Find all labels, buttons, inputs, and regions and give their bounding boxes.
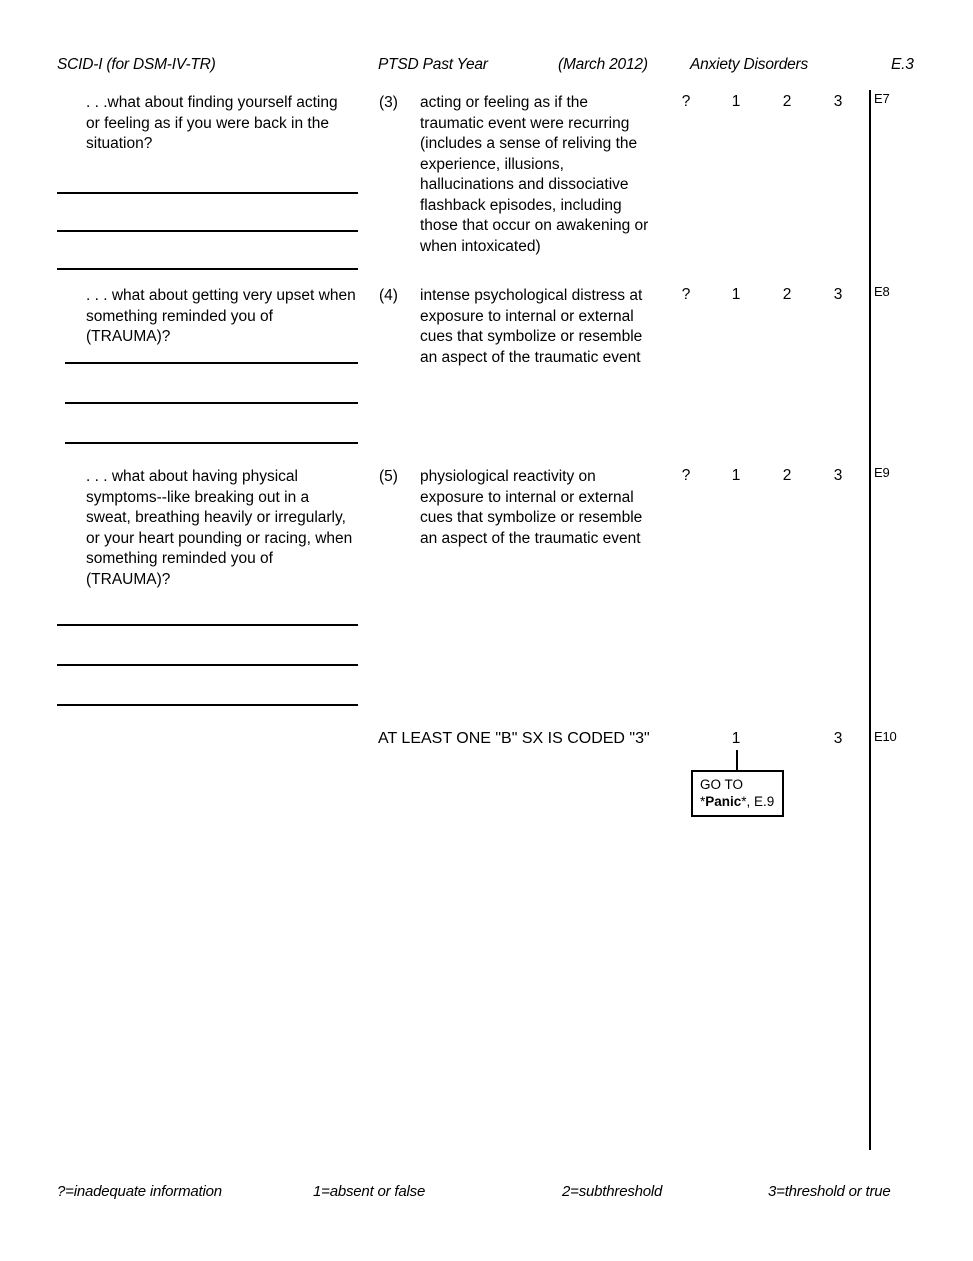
rating-option-3-unknown[interactable]: ? <box>681 467 691 484</box>
skip-rating-negative[interactable]: 1 <box>731 730 741 747</box>
instrument-title: SCID-I (for DSM-IV-TR) <box>57 56 216 73</box>
page-number: E.3 <box>891 56 914 73</box>
skip-box-line-1: GO TO <box>700 777 744 792</box>
rating-option-3-absent[interactable]: 1 <box>731 467 741 484</box>
skip-criterion-label: AT LEAST ONE "B" SX IS CODED "3" <box>378 730 650 747</box>
interview-question-2: . . . what about getting very upset when something reminded you of (TRAUMA)? <box>86 287 356 345</box>
answer-rule-line[interactable] <box>57 704 358 706</box>
answer-rule-line[interactable] <box>65 362 358 364</box>
skip-target-prefix: * <box>700 794 706 809</box>
rating-option-3-subthresh[interactable]: 2 <box>782 467 792 484</box>
legend-unknown: ?=inadequate information <box>57 1183 222 1200</box>
rating-option-2-unknown[interactable]: ? <box>681 286 691 303</box>
skip-target-suffix: *, E.9 <box>741 794 775 809</box>
item-code-e7: E7 <box>874 91 890 106</box>
answer-rule-line[interactable] <box>57 624 358 626</box>
answer-rule-line[interactable] <box>57 230 358 232</box>
module-title: PTSD Past Year <box>378 56 488 73</box>
rating-option-1-subthresh[interactable]: 2 <box>782 93 792 110</box>
answer-rule-line[interactable] <box>65 402 358 404</box>
skip-rating-positive[interactable]: 3 <box>833 730 843 747</box>
rating-option-1-absent[interactable]: 1 <box>731 93 741 110</box>
legend-absent: 1=absent or false <box>313 1183 426 1200</box>
skip-target-module: Panic <box>705 794 742 809</box>
revision-date: (March 2012) <box>558 56 648 73</box>
criterion-number-4: (4) <box>379 287 398 304</box>
item-code-e10: E10 <box>874 729 897 744</box>
criterion-number-5: (5) <box>379 468 398 485</box>
legend-subthresh: 2=subthreshold <box>562 1183 663 1200</box>
legend-threshold: 3=threshold or true <box>768 1183 891 1200</box>
rating-option-1-threshold[interactable]: 3 <box>833 93 843 110</box>
rating-option-2-threshold[interactable]: 3 <box>833 286 843 303</box>
rating-option-3-threshold[interactable]: 3 <box>833 467 843 484</box>
criterion-text-4: intense psychological distress at exposure to internal or external cues that symbolize or resemble an aspect of the traumatic event <box>420 287 643 366</box>
running-head <box>0 56 973 78</box>
answer-rule-line[interactable] <box>57 268 358 270</box>
rating-option-2-subthresh[interactable]: 2 <box>782 286 792 303</box>
skip-connector-line <box>736 750 738 771</box>
skip-box-line-2 <box>700 793 776 810</box>
criterion-text-5: physiological reactivity on exposure to internal or external cues that symbolize or resemble an aspect of the traumatic event <box>420 468 643 547</box>
answer-rule-line[interactable] <box>65 442 358 444</box>
coding-column-rule <box>869 90 871 1150</box>
answer-rule-line[interactable] <box>57 664 358 666</box>
item-code-e9: E9 <box>874 465 890 480</box>
rating-option-1-unknown[interactable]: ? <box>681 93 691 110</box>
answer-rule-line[interactable] <box>57 192 358 194</box>
criterion-number-3: (3) <box>379 94 398 111</box>
rating-legend <box>0 1183 973 1205</box>
item-code-e8: E8 <box>874 284 890 299</box>
rating-option-2-absent[interactable]: 1 <box>731 286 741 303</box>
interview-question-3: . . . what about having physical symptoms--like breaking out in a sweat, breathing heavily or irregularly, or your heart pounding or racing, when something reminded you of (TRAUMA)? <box>86 468 353 588</box>
criterion-text-3: acting or feeling as if the traumatic event were recurring (includes a sense of reliving the experience, illusions, hallucinations and dissociative flashback episodes, including those that occur on awakening or when intoxicated) <box>420 94 649 255</box>
diagnostic-class: Anxiety Disorders <box>690 56 809 73</box>
skip-instruction-box[interactable] <box>691 770 784 817</box>
interview-question-1: . . .what about finding yourself acting or feeling as if you were back in the situation? <box>86 94 338 152</box>
